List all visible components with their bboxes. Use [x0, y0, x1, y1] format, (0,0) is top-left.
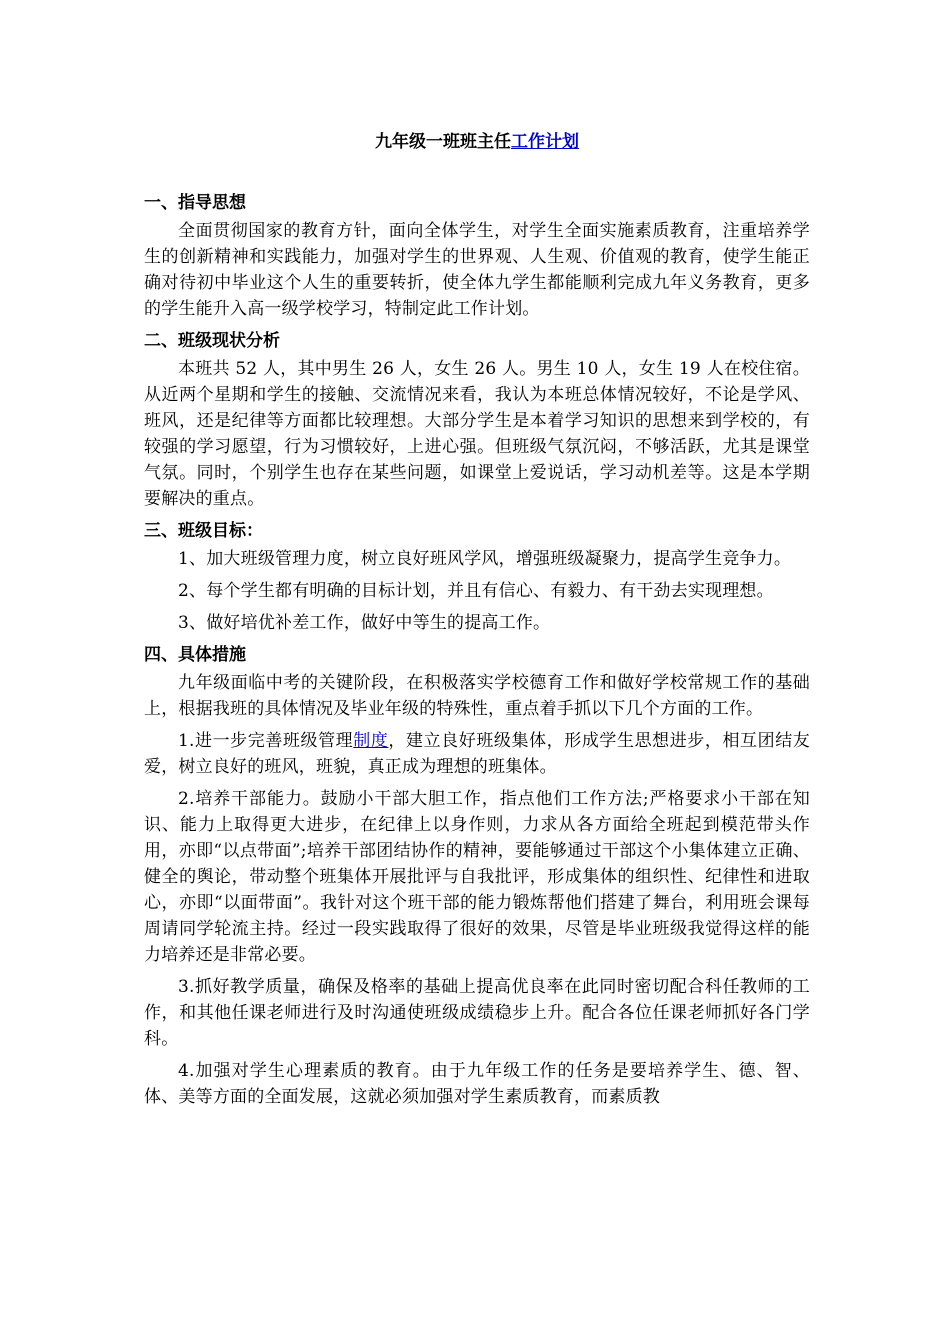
- paragraph-measures-intro: 九年级面临中考的关键阶段，在积极落实学校德育工作和做好学校常规工作的基础上，根据我班的具体情况及毕业年级的特殊性，重点着手抓以下几个方面的工作。: [144, 673, 810, 719]
- paragraph-measure-1: [144, 728, 810, 780]
- measure-1-text-after: ，建立良好班级集体，形成学生思想进步，相互团结友爱，树立良好的班风，班貌，真正成为理想的班集体。: [144, 731, 810, 777]
- paragraph-measure-3: 3.抓好教学质量，确保及格率的基础上提高优良率在此同时密切配合科任教师的工作，和其他任课老师进行及时沟通使班级成绩稳步上升。配合各位任课老师抓好各门学科。: [144, 977, 810, 1049]
- paragraph-measure-4: 4.加强对学生心理素质的教育。由于九年级工作的任务是要培养学生、德、智、体、美等方面的全面发展，这就必须加强对学生素质教育，而素质教: [144, 1061, 810, 1107]
- section-heading-goals: 三、班级目标：: [144, 521, 263, 541]
- paragraph-goal-2: 2、每个学生都有明确的目标计划，并且有信心、有毅力、有干劲去实现理想。: [178, 581, 774, 601]
- paragraph-guiding: 全面贯彻国家的教育方针，面向全体学生，对学生全面实施素质教育，注重培养学生的创新精神和实践能力，加强对学生的世界观、人生观、价值观的教育，使学生能正确对待初中毕业这个人生的重要转折，使全体九学生都能顺利完成九年义务教育，更多的学生能升入高一级学校学习，特制定此工作计划。: [144, 221, 810, 319]
- system-link[interactable]: 制度: [353, 731, 389, 751]
- section-heading-status: 二、班级现状分析: [144, 331, 280, 351]
- paragraph-status: 本班共 52 人，其中男生 26 人，女生 26 人。男生 10 人，女生 19 人在校住宿。从近两个星期和学生的接触、交流情况来看，我认为本班总体情况较好，不论是学风、班风，还是纪律等方面都比较理想。大部分学生是本着学习知识的思想来到学校的，有较强的学习愿望，行为习惯较好，上进心强。但班级气氛沉闷，不够活跃，尤其是课堂气氛。同时，个别学生也存在某些问题，如课堂上爱说话，学习动机差等。这是本学期要解决的重点。: [144, 359, 810, 509]
- measure-1-text-before: 1.进一步完善班级管理: [178, 731, 354, 751]
- paragraph-goal-1: 1、加大班级管理力度，树立良好班风学风，增强班级凝聚力，提高学生竞争力。: [178, 549, 792, 569]
- document-title: [144, 128, 810, 156]
- paragraph-measure-2: 2.培养干部能力。鼓励小干部大胆工作，指点他们工作方法;严格要求小干部在知识、能力上取得更大进步，在纪律上以身作则，力求从各方面给全班起到模范带头作用，亦即“以点带面”;培养干部团结协作的精神，要能够通过干部这个小集体建立正确、健全的舆论，带动整个班集体开展批评与自我批评，形成集体的组织性、纪律性和进取心，亦即“以面带面”。我针对这个班干部的能力锻炼帮他们搭建了舞台，利用班会课每周请同学轮流主持。经过一段实践取得了很好的效果，尽管是毕业班级我觉得这样的能力培养还是非常必要。: [144, 789, 810, 965]
- section-heading-guiding: 一、指导思想: [144, 193, 246, 213]
- document-page: [144, 128, 810, 1116]
- paragraph-goal-3: 3、做好培优补差工作，做好中等生的提高工作。: [178, 613, 551, 633]
- section-heading-measures: 四、具体措施: [144, 645, 246, 665]
- title-text: 九年级一班班主任: [375, 132, 511, 152]
- work-plan-link[interactable]: 工作计划: [511, 132, 579, 152]
